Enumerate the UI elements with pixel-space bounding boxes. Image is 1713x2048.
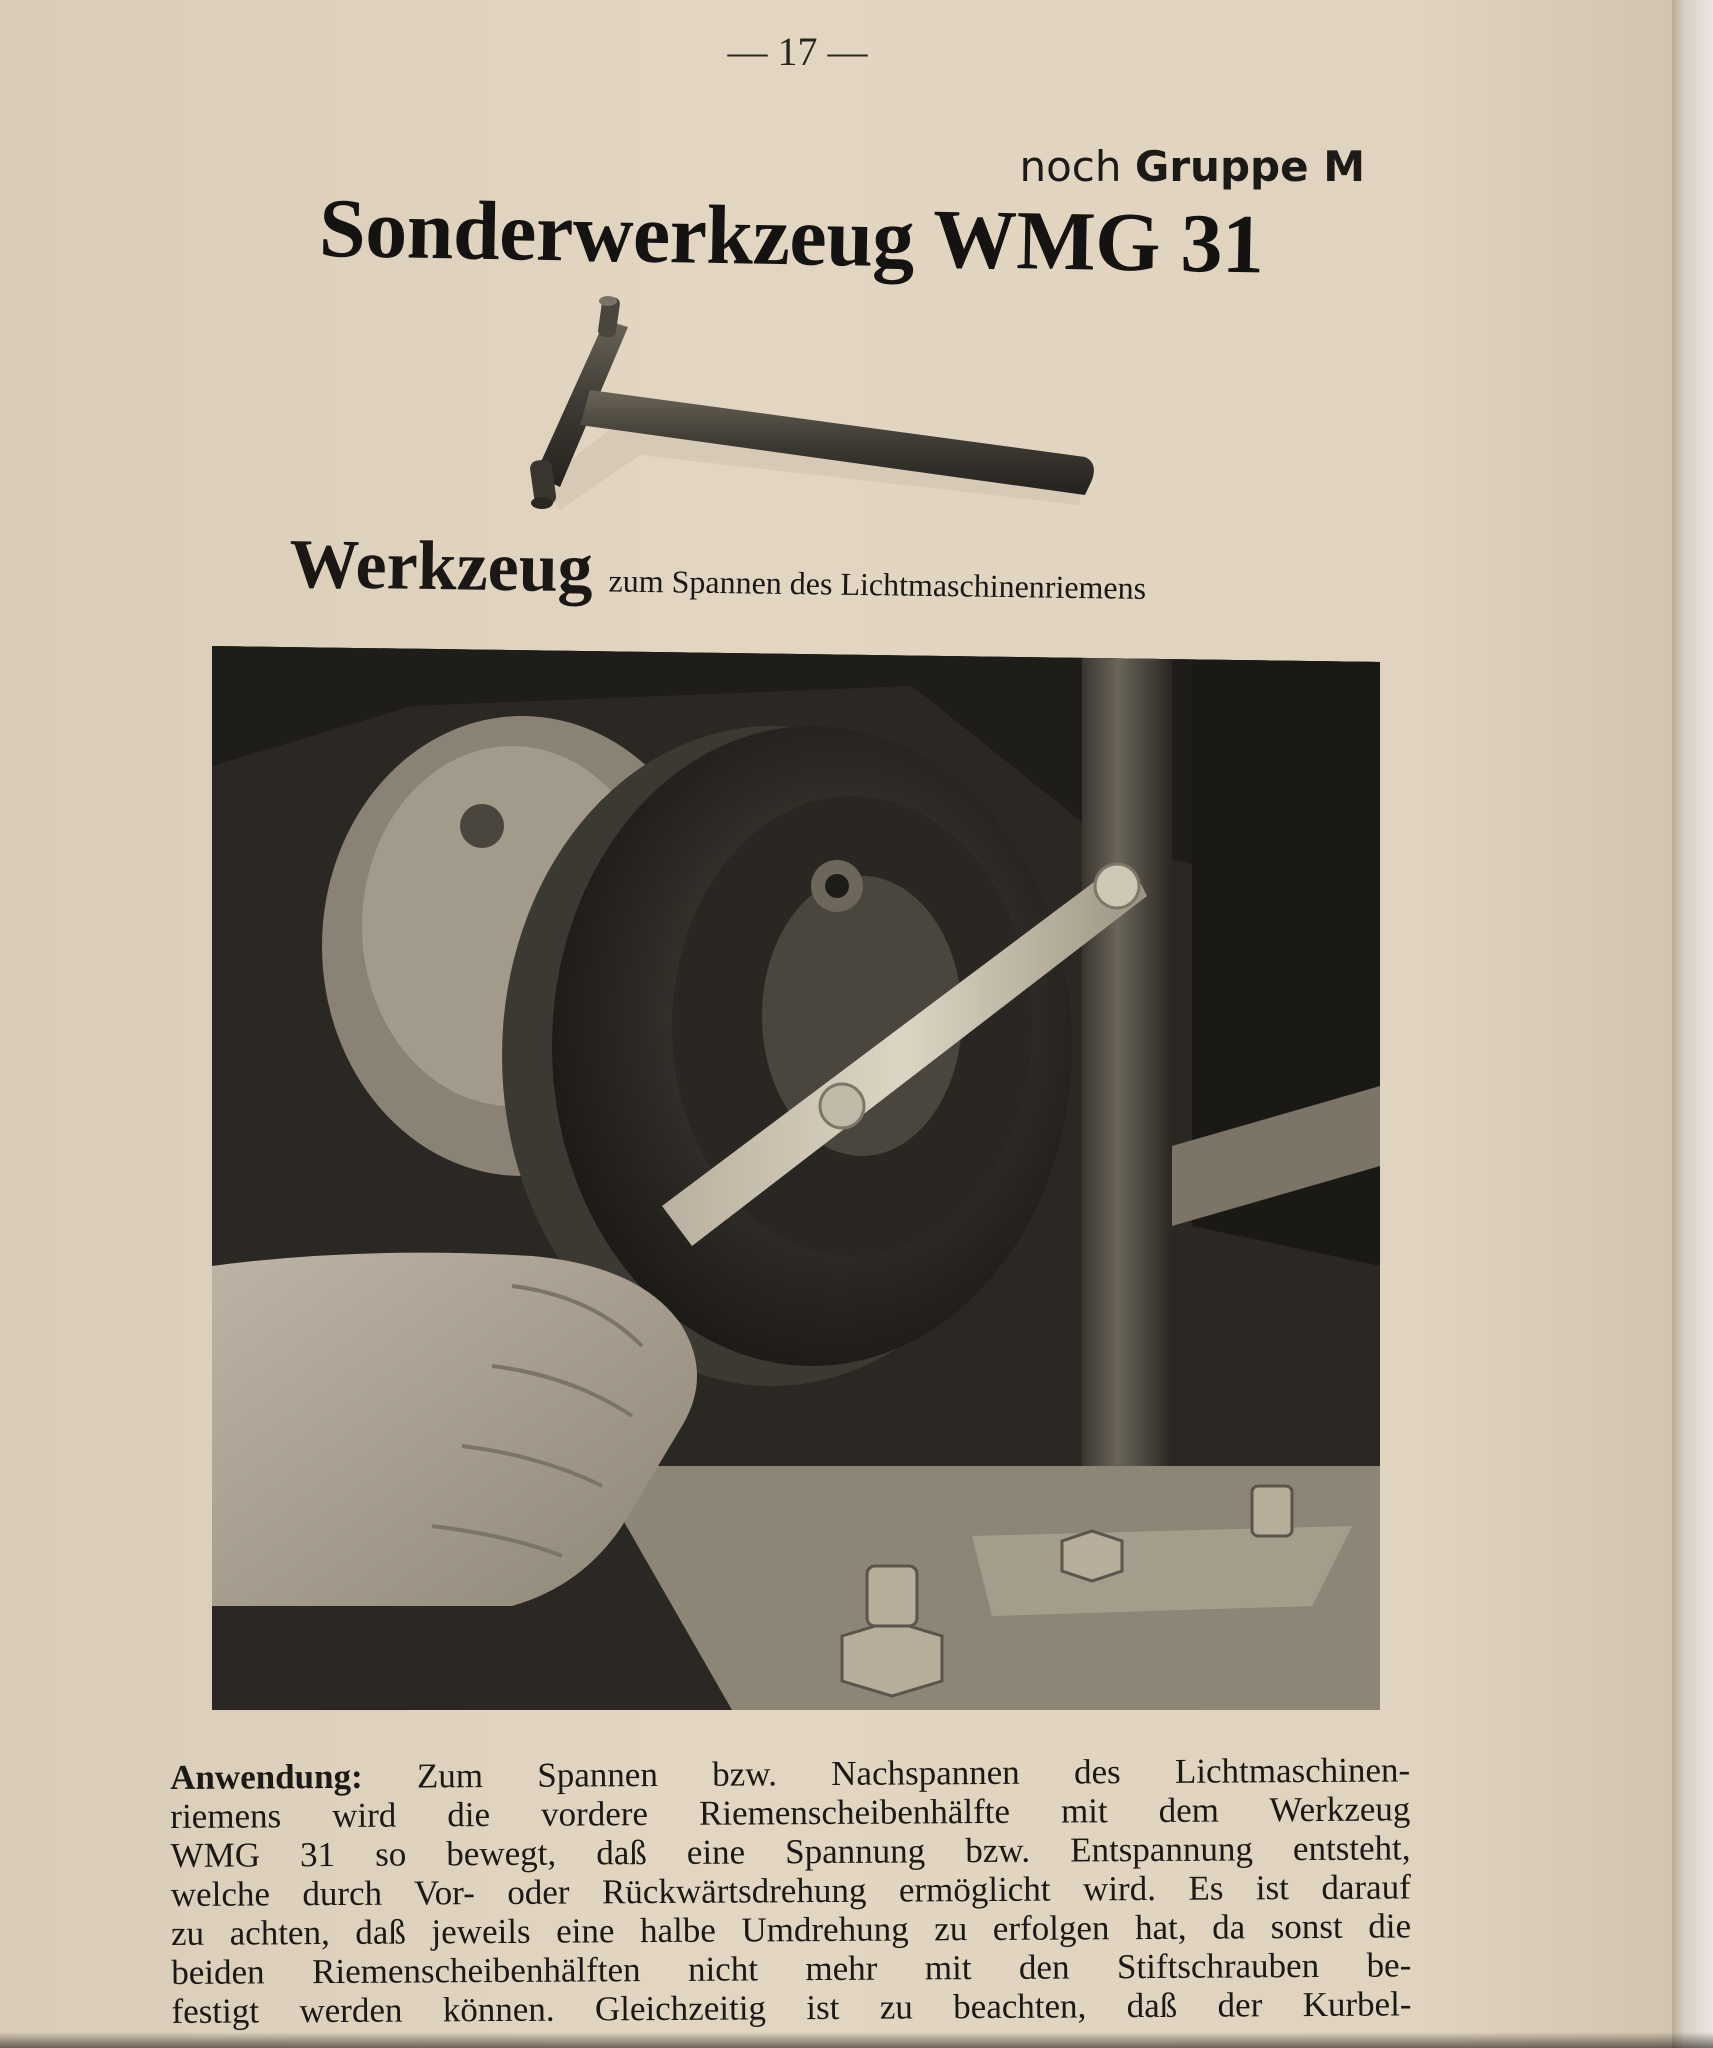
bottom-shadow: [0, 2032, 1713, 2048]
body-line-5: zu achten, daß jeweils eine halbe Umdrehung zu erfolgen hat, da sonst die: [170, 1906, 1412, 1953]
body-line-4: welche durch Vor- oder Rückwärtsdrehung ermöglicht wird. Es ist darauf: [170, 1867, 1411, 1914]
subtitle-main: Werkzeug: [288, 525, 594, 608]
body-line-6: beiden Riemenscheibenhälften nicht mehr mit den Stiftschrauben be-: [171, 1945, 1412, 1992]
page-number: — 17 —: [727, 29, 868, 74]
usage-photo: [212, 646, 1380, 1710]
page-edge: [1672, 0, 1713, 2048]
body-line-1: Anwendung: Zum Spannen bzw. Nachspannen des Lichtmaschinen-: [170, 1750, 1411, 1797]
body-line-2: riemens wird die vordere Riemenscheibenhälfte mit dem Werkzeug: [170, 1789, 1411, 1836]
group-label: [1019, 142, 1365, 191]
usage-lead: Anwendung:: [170, 1756, 363, 1797]
body-line-3: WMG 31 so bewegt, daß eine Spannung bzw. Entspannung entsteht,: [170, 1828, 1411, 1875]
wrench-tool-image: [520, 295, 1100, 525]
subtitle: [289, 525, 1147, 617]
body-line-7: festigt werden können. Gleichzeitig ist zu beachten, daß der Kurbel-: [171, 1984, 1412, 2031]
usage-description: [170, 1750, 1412, 2031]
page-title: Sonderwerkzeug WMG 31: [318, 181, 1265, 292]
group-name: Gruppe M: [1134, 142, 1365, 191]
group-prefix: noch: [1019, 142, 1122, 191]
subtitle-description: zum Spannen des Lichtmaschinenriemens: [608, 562, 1147, 606]
